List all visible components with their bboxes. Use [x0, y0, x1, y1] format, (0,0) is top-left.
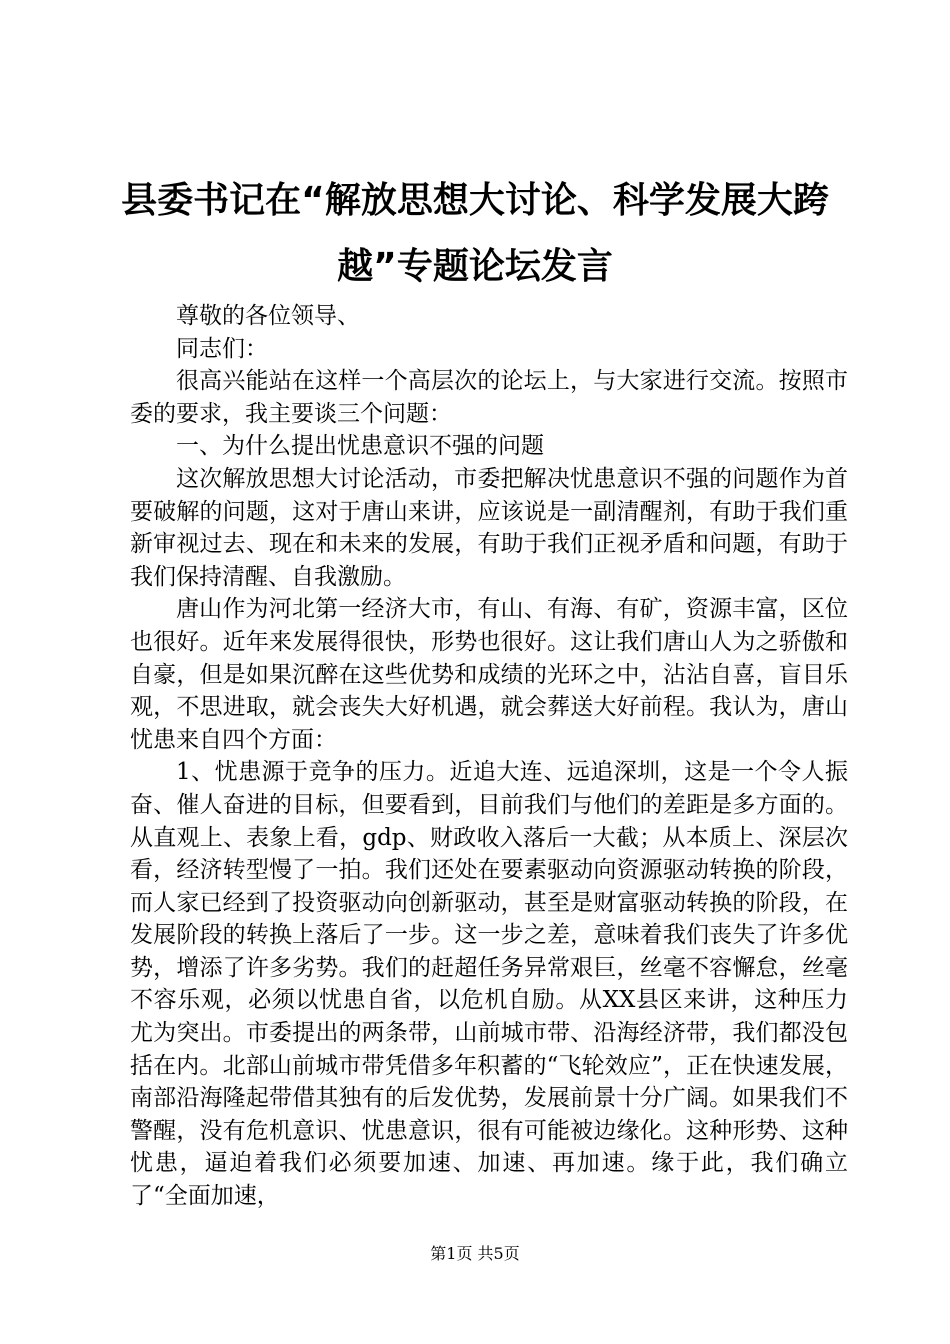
intro-paragraph: 很高兴能站在这样一个高层次的论坛上，与大家进行交流。按照市委的要求，我主要谈三个问题： — [130, 368, 848, 427]
body-paragraph: 唐山作为河北第一经济大市，有山、有海、有矿，资源丰富，区位也很好。近年来发展得很快，形势也很好。这让我们唐山人为之骄傲和自豪，但是如果沉醉在这些优势和成绩的光环之中，沾沾自喜，盲目乐观，不思进取，就会丧失大好机遇，就会葬送大好前程。我认为，唐山忧患来自四个方面： — [130, 596, 848, 753]
document-body — [130, 300, 848, 1213]
section-heading-1: 一、为什么提出忧患意识不强的问题 — [176, 433, 544, 460]
body-paragraph: 这次解放思想大讨论活动，市委把解决忧患意识不强的问题作为首要破解的问题，这对于唐山来讲，应该说是一副清醒剂，有助于我们重新审视过去、现在和未来的发展，有助于我们正视矛盾和问题，有助于我们保持清醒、自我激励。 — [130, 465, 848, 590]
salutation-line-2: 同志们： — [176, 335, 268, 362]
page-number-footer: 第1页 共5页 — [430, 1244, 520, 1263]
body-paragraph: 1、忧患源于竞争的压力。近追大连、远追深圳，这是一个令人振奋、催人奋进的目标，但要看到，目前我们与他们的差距是多方面的。从直观上、表象上看，gdp、财政收入落后一大截；从本质上、深层次看，经济转型慢了一拍。我们还处在要素驱动向资源驱动转换的阶段，而人家已经到了投资驱动向创新驱动，甚至是财富驱动转换的阶段，在发展阶段的转换上落后了一步。这一步之差，意味着我们丧失了许多优势，增添了许多劣势。我们的赶超任务异常艰巨，丝毫不容懈怠，丝毫不容乐观，必须以忧患自省，以危机自励。从XX县区来讲，这种压力尤为突出。市委提出的两条带，山前城市带、沿海经济带，我们都没包括在内。北部山前城市带凭借多年积蓄的“飞轮效应”，正在快速发展，南部沿海隆起带借其独有的后发优势，发展前景十分广阔。如果我们不警醒，没有危机意识、忧患意识，很有可能被边缘化。这种形势、这种忧患，逼迫着我们必须要加速、加速、再加速。缘于此，我们确立了“全面加速， — [130, 759, 848, 1210]
document-title: 县委书记在“解放思想大讨论、科学发展大跨越”专题论坛发言 — [121, 180, 829, 287]
salutation-line-1: 尊敬的各位领导、 — [176, 303, 360, 329]
